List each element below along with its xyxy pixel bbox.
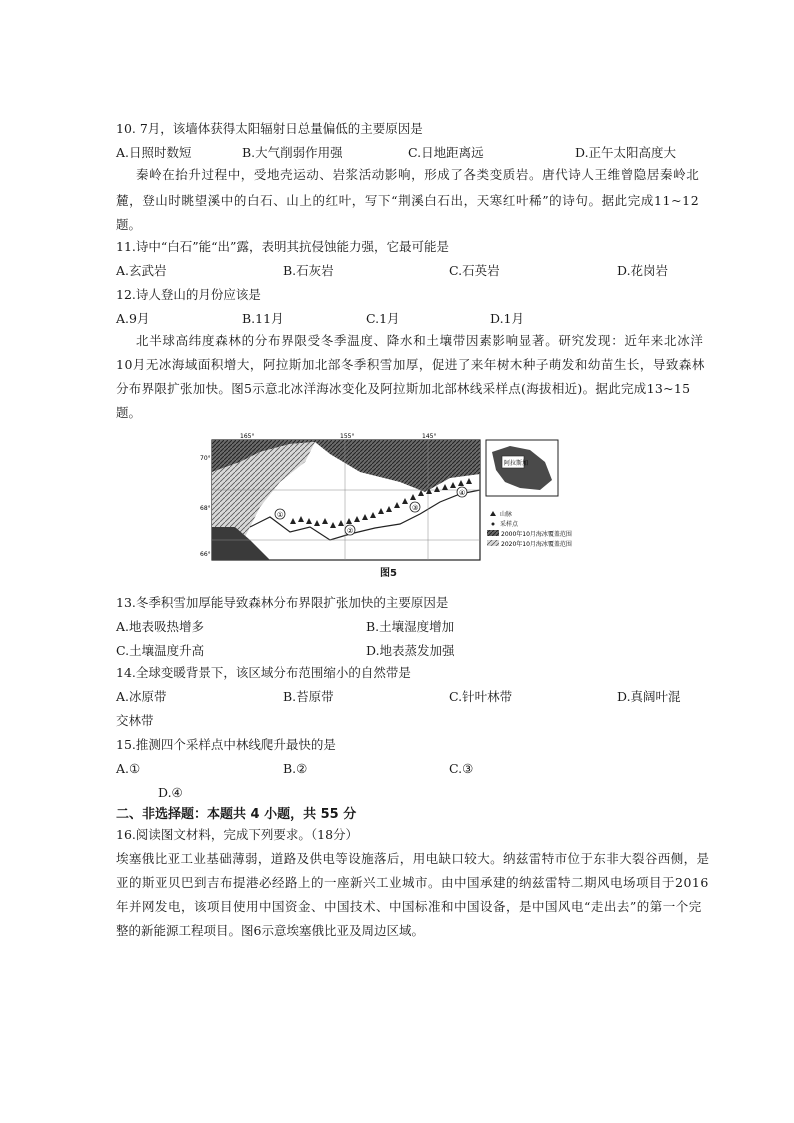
q11-stem: 11.诗中“白石”能“出”露，表明其抗侵蚀能力强，它最可能是 — [116, 239, 449, 254]
legend-mountain-label: 山脉 — [500, 511, 513, 518]
q11-option-d: D.花岗岩 — [617, 263, 669, 278]
legend-2000-swatch — [487, 530, 499, 536]
q10-option-a: A.日照时数短 — [116, 145, 192, 160]
latitude-label-68: 68° — [200, 505, 211, 512]
longitude-label-155: 155° — [340, 433, 355, 440]
q11-option-a: A.玄武岩 — [116, 263, 167, 278]
q12-option-c: C.1月 — [366, 311, 400, 326]
sample-point-1-label: ① — [277, 511, 284, 519]
q16-stem: 16.阅读图文材料，完成下列要求。（18分） — [116, 827, 359, 842]
q12-option-d: D.1月 — [490, 311, 525, 326]
longitude-label-145: 145° — [422, 433, 437, 440]
sample-point-2-label: ② — [347, 527, 354, 535]
q15-stem: 15.推测四个采样点中林线爬升最快的是 — [116, 737, 336, 752]
legend-2020-swatch — [487, 540, 499, 546]
passage2-line2: 10月无冰海域面积增大，阿拉斯加北部冬季积雪加厚，促进了来年树木种子萌发和幼苗生长，导致森林 — [116, 357, 705, 372]
latitude-label-66: 66° — [200, 551, 211, 558]
q14-option-d: D.真阔叶混 — [617, 689, 681, 704]
q14-option-d-wrap: 交林带 — [116, 713, 154, 728]
sample-point-3-label: ③ — [412, 504, 419, 512]
q14-option-b: B.苔原带 — [283, 689, 334, 704]
figure-5-caption: 图5 — [380, 568, 397, 579]
map-legend — [487, 510, 572, 548]
q16-line2: 亚的斯亚贝巴到吉布提港必经路上的一座新兴工业城市。由中国承建的纳兹雷特二期风电场项目于2016 — [116, 875, 709, 890]
section-2-title: 二、非选择题：本题共 4 小题，共 55 分 — [116, 807, 357, 822]
q12-option-a: A.9月 — [116, 311, 150, 326]
passage2-line1: 北半球高纬度森林的分布界限受冬季温度、降水和土壤带因素影响显著。研究发现：近年来北冰洋 — [136, 333, 704, 348]
legend-sample-label: 采样点 — [500, 521, 519, 528]
passage2-line3: 分布界限扩张加快。图5示意北冰洋海冰变化及阿拉斯加北部林线采样点(海拔相近)。据此完成13~15 — [116, 381, 691, 396]
q11-option-b: B.石灰岩 — [283, 263, 334, 278]
q11-option-c: C.石英岩 — [449, 263, 500, 278]
q15-option-a: A.① — [116, 761, 141, 776]
q15-option-b: B.② — [283, 761, 308, 776]
legend-mountain-icon — [490, 511, 496, 516]
q15-option-d: D.④ — [158, 785, 183, 800]
q13-option-c: C.土壤温度升高 — [116, 643, 205, 658]
longitude-label-165: 165° — [240, 433, 255, 440]
q10-option-d: D.正午太阳高度大 — [575, 145, 677, 160]
arctic-sea-ice-map — [200, 432, 598, 574]
inset-label: 阿拉斯加 — [504, 460, 529, 467]
passage1-line3: 题。 — [116, 217, 142, 232]
figure-5-map — [200, 432, 598, 574]
q10-option-b: B.大气削弱作用强 — [242, 145, 343, 160]
q12-stem: 12.诗人登山的月份应该是 — [116, 287, 261, 302]
q14-option-a: A.冰原带 — [116, 689, 167, 704]
q13-stem: 13.冬季积雪加厚能导致森林分布界限扩张加快的主要原因是 — [116, 595, 449, 610]
passage1-line2: 麓，登山时眺望溪中的白石、山上的红叶，写下“荆溪白石出，天寒红叶稀”的诗句。据此完成11~12 — [116, 193, 700, 208]
q10-option-c: C.日地距离远 — [408, 145, 484, 160]
q16-line1: 埃塞俄比亚工业基础薄弱，道路及供电等设施落后，用电缺口较大。纳兹雷特市位于东非大裂谷西侧，是 — [116, 851, 710, 866]
q15-option-c: C.③ — [449, 761, 474, 776]
q10-stem: 10. 7月，该墙体获得太阳辐射日总量偏低的主要原因是 — [116, 121, 423, 136]
sample-point-4-label: ④ — [459, 489, 466, 497]
q13-option-d: D.地表蒸发加强 — [366, 643, 455, 658]
q14-option-c: C.针叶林带 — [449, 689, 513, 704]
passage2-line4: 题。 — [116, 405, 142, 420]
q14-stem: 14.全球变暖背景下，该区域分布范围缩小的自然带是 — [116, 665, 411, 680]
q13-option-b: B.土壤湿度增加 — [366, 619, 455, 634]
latitude-label-70: 70° — [200, 455, 211, 462]
q13-option-a: A.地表吸热增多 — [116, 619, 205, 634]
legend-2000-label: 2000年10月海冰覆盖范围 — [501, 531, 572, 538]
q12-option-b: B.11月 — [242, 311, 284, 326]
legend-sample-point-icon — [492, 523, 495, 526]
q16-line4: 整的新能源工程项目。图6示意埃塞俄比亚及周边区域。 — [116, 923, 424, 938]
q16-line3: 年并网发电，该项目使用中国资金、中国技术、中国标准和中国设备，是中国风电“走出去”的第一个完 — [116, 899, 702, 914]
passage1-line1: 秦岭在抬升过程中，受地壳运动、岩浆活动影响，形成了各类变质岩。唐代诗人王维曾隐居秦岭北 — [136, 167, 700, 182]
legend-2020-label: 2020年10月海冰覆盖范围 — [501, 541, 572, 548]
